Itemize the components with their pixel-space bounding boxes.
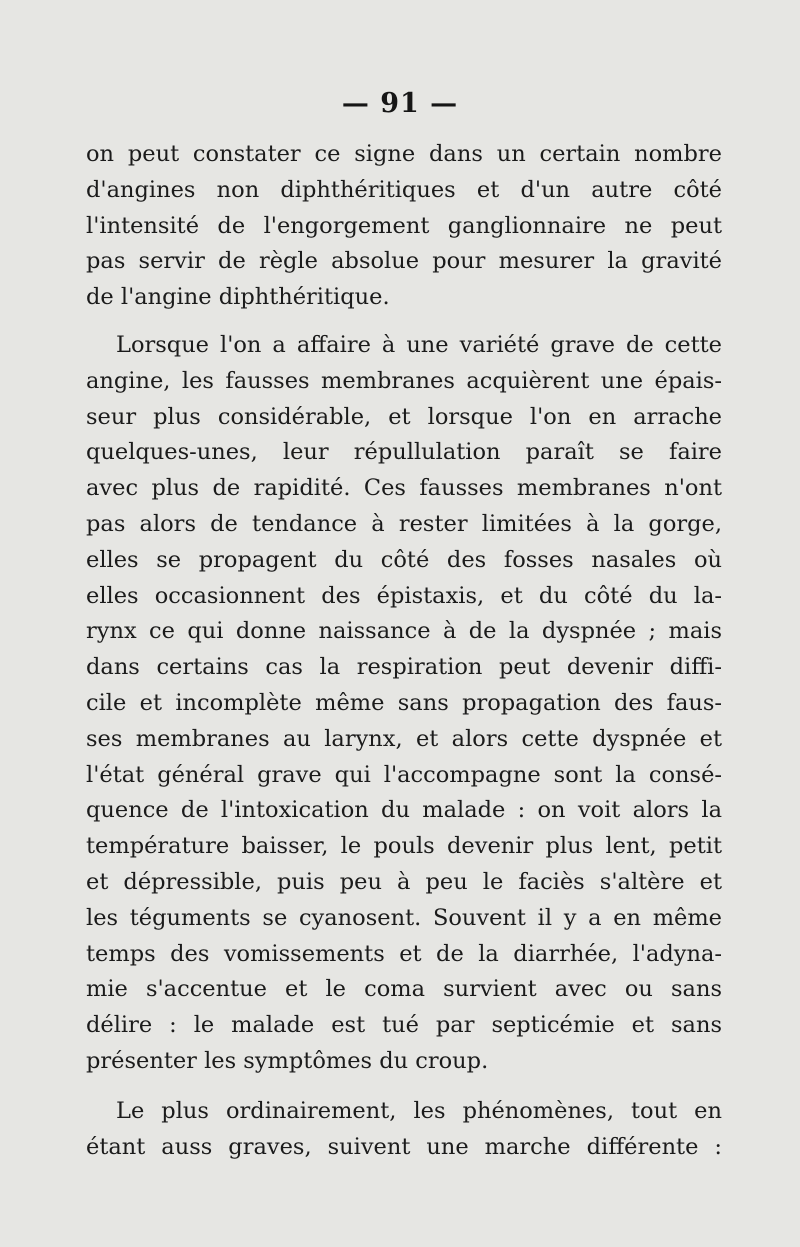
text-line: rynx ce qui donne naissance à de la dyspnée ; mais — [86, 618, 722, 645]
text-line: dans certains cas la respiration peut devenir diffi- — [86, 654, 722, 681]
text-line: seur plus considérable, et lorsque l'on en arrache — [86, 403, 722, 430]
text-line: quelques-unes, leur répullulation paraît se faire — [86, 439, 722, 466]
text-line: pas servir de règle absolue pour mesurer la gravité — [86, 248, 722, 275]
text-line: elles se propagent du côté des fosses nasales où — [86, 546, 722, 573]
text-line: d'angines non diphthéritiques et d'un autre côté — [86, 176, 722, 203]
text-line: étant auss graves, suivent une marche différente : — [86, 1133, 722, 1160]
paragraph-grave-variety — [86, 328, 722, 1080]
paragraph-continuation — [86, 137, 722, 316]
text-line: l'état général grave qui l'accompagne sont la consé- — [86, 761, 722, 788]
text-line: présenter les symptômes du croup. — [86, 1047, 489, 1074]
text-line: les téguments se cyanosent. Souvent il y a en même — [86, 904, 722, 931]
text-line: et dépressible, puis peu à peu le faciès s'altère et — [86, 868, 722, 895]
text-line: on peut constater ce signe dans un certain nombre — [86, 141, 722, 167]
page-number: — 91 — — [341, 88, 459, 119]
text-line: avec plus de rapidité. Ces fausses membranes n'ont — [86, 475, 722, 502]
text-line: température baisser, le pouls devenir plus lent, petit — [86, 833, 722, 860]
text-line: pas alors de tendance à rester limitées à la gorge, — [86, 510, 722, 537]
paragraph-ordinary-course — [86, 1094, 722, 1166]
text-line: ses membranes au larynx, et alors cette dyspnée et — [86, 725, 722, 752]
text-line: mie s'accentue et le coma survient avec ou sans — [86, 976, 722, 1003]
text-line: délire : le malade est tué par septicémie et sans — [86, 1012, 722, 1039]
text-line: elles occasionnent des épistaxis, et du côté du la- — [86, 582, 722, 609]
text-line: angine, les fausses membranes acquièrent une épais- — [86, 367, 722, 394]
text-line: quence de l'intoxication du malade : on voit alors la — [86, 797, 722, 824]
text-line: temps des vomissements et de la diarrhée, l'adyna- — [86, 940, 722, 967]
text-line: Lorsque l'on a affaire à une variété grave de cette — [116, 332, 722, 358]
text-line: de l'angine diphthéritique. — [86, 284, 390, 311]
text-line: l'intensité de l'engorgement ganglionnaire ne peut — [86, 212, 722, 239]
text-line: cile et incomplète même sans propagation des faus- — [86, 689, 722, 716]
text-line: Le plus ordinairement, les phénomènes, tout en — [116, 1098, 722, 1124]
